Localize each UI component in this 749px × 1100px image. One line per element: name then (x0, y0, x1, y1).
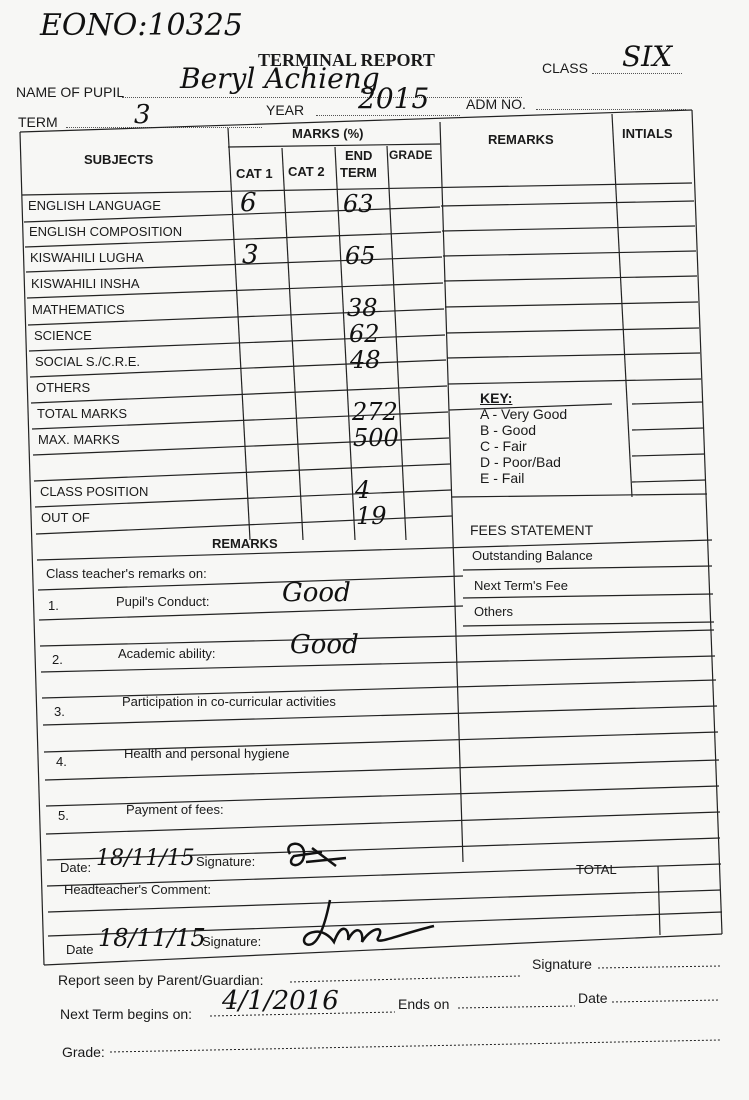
subject-name: MATHEMATICS (32, 302, 125, 317)
marks-header: MARKS (%) (292, 126, 364, 141)
remarks-header: REMARKS (488, 132, 554, 147)
key-item: B - Good (480, 422, 537, 438)
end-term-header-1: END (345, 148, 373, 163)
fees-title: FEES STATEMENT (470, 522, 594, 538)
term-label: TERM (18, 114, 58, 130)
subject-name: KISWAHILI INSHA (31, 276, 140, 291)
initials-header: INTIALS (622, 126, 673, 141)
subject-name: MAX. MARKS (38, 432, 120, 447)
class-teacher-signature (276, 836, 356, 876)
headteacher-comment-label: Headteacher's Comment: (64, 882, 211, 897)
class-teacher-intro: Class teacher's remarks on: (46, 566, 207, 581)
date2-value: 18/11/15 (98, 924, 206, 952)
grade-header: GRADE (389, 148, 433, 162)
remark-num: 1. (48, 598, 59, 613)
remark-label-conduct: Pupil's Conduct: (116, 594, 210, 609)
ends-on-label: Ends on (398, 996, 450, 1012)
remark-label-academic: Academic ability: (118, 646, 216, 661)
cat1-mark: 6 (240, 188, 257, 218)
term-value: 3 (134, 100, 151, 130)
subject-name: CLASS POSITION (40, 484, 149, 499)
end-term-mark: 500 (353, 424, 399, 452)
date-label: Date: (60, 860, 92, 875)
pupil-label: NAME OF PUPIL (16, 84, 125, 100)
year-value: 2015 (358, 82, 430, 115)
subject-name: SOCIAL S./C.R.E. (35, 354, 140, 369)
pupil-name: Beryl Achieng (180, 62, 380, 95)
subject-name: SCIENCE (34, 328, 92, 343)
end-term-mark: 19 (356, 502, 387, 530)
key-item: E - Fail (480, 470, 525, 486)
remark-num: 3. (54, 704, 65, 719)
report-seen-label: Report seen by Parent/Guardian: (58, 972, 264, 988)
headteacher-signature (290, 890, 450, 960)
signature-label: Signature: (196, 854, 256, 869)
end-term-mark: 48 (350, 346, 381, 374)
grade-footer-label: Grade: (62, 1044, 105, 1060)
date2-label: Date (66, 942, 94, 957)
fees-item-others: Others (474, 604, 514, 619)
end-term-mark: 63 (343, 190, 374, 218)
serial-number: EONO:10325 (40, 8, 243, 43)
date-value: 18/11/15 (96, 846, 195, 871)
key-item: C - Fair (480, 438, 527, 454)
key-title: KEY: (480, 390, 513, 406)
cat2-header: CAT 2 (288, 164, 325, 179)
class-label: CLASS (542, 60, 588, 76)
remark-num: 4. (56, 754, 67, 769)
remark-value-conduct: Good (282, 578, 351, 608)
end-term-mark: 4 (355, 476, 371, 504)
remark-label-health: Health and personal hygiene (124, 746, 290, 761)
subject-name: ENGLISH COMPOSITION (29, 224, 183, 239)
end-term-header-2: TERM (340, 165, 377, 180)
fees-item-outstanding: Outstanding Balance (472, 548, 593, 563)
year-label: YEAR (266, 102, 305, 118)
next-term-label: Next Term begins on: (60, 1006, 193, 1022)
remark-num: 5. (58, 808, 69, 823)
grade-key (480, 390, 567, 486)
remark-num: 2. (52, 652, 63, 667)
footer-date-label: Date (578, 990, 608, 1006)
adm-label: ADM NO. (466, 96, 526, 112)
remark-value-academic: Good (290, 630, 359, 660)
subjects-header: SUBJECTS (84, 152, 154, 167)
cat1-mark: 3 (242, 240, 259, 270)
footer-signature-label: Signature (532, 956, 592, 972)
signature2-label: Signature: (202, 934, 262, 949)
subject-name: ENGLISH LANGUAGE (28, 198, 161, 213)
key-item: D - Poor/Bad (480, 454, 561, 470)
subject-name: TOTAL MARKS (37, 406, 128, 421)
remarks-section-title: REMARKS (212, 536, 278, 551)
end-term-mark: 65 (345, 242, 376, 270)
end-term-mark: 38 (347, 294, 378, 322)
subject-name: OUT OF (41, 510, 90, 525)
end-term-mark: 62 (349, 320, 380, 348)
cat1-header: CAT 1 (236, 166, 273, 181)
key-item: A - Very Good (480, 406, 568, 422)
subject-name: OTHERS (36, 380, 91, 395)
report-title: TERMINAL REPORT (258, 50, 435, 70)
subject-name: KISWAHILI LUGHA (30, 250, 144, 265)
end-term-mark: 272 (352, 398, 398, 426)
remark-label-fees: Payment of fees: (126, 802, 224, 817)
class-value: SIX (622, 40, 673, 73)
fees-total-label: TOTAL (576, 862, 617, 877)
fees-item-next-term: Next Term's Fee (474, 578, 568, 593)
remark-label-participation: Participation in co-curricular activities (122, 694, 336, 709)
next-term-value: 4/1/2016 (222, 986, 339, 1016)
